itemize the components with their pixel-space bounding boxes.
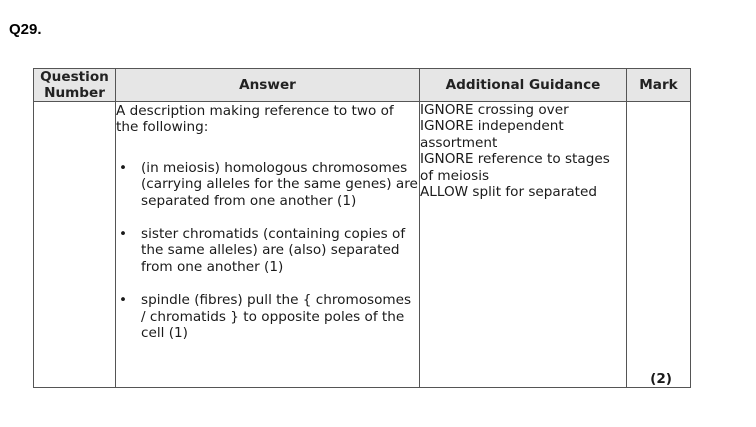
answer-cell: [116, 102, 420, 388]
guidance-line: IGNORE crossing over: [420, 102, 569, 118]
additional-guidance-header: Additional Guidance: [420, 69, 627, 102]
question-label: Q29.: [9, 21, 42, 38]
answer-point: [116, 226, 419, 275]
bullet-icon: •: [119, 226, 128, 243]
guidance-line: IGNORE reference to stages of meiosis: [420, 151, 610, 184]
question-number-header-line-2: Number: [44, 85, 105, 101]
bullet-icon: •: [119, 159, 128, 176]
guidance-cell: [420, 102, 627, 388]
answer-intro: A description making reference to two of the following:: [116, 103, 394, 136]
question-number-header: [34, 69, 116, 102]
answer-point-text: spindle (fibres) pull the { chromosomes / chromatids } to opposite poles of the cell (1): [141, 292, 412, 342]
question-number-header-line-1: Question: [40, 69, 109, 85]
answer-point-text: (in meiosis) homologous chromosomes (carrying alleles for the same genes) are separated from one another (1): [141, 159, 418, 209]
question-number-cell: [34, 102, 116, 388]
mark-cell: [627, 102, 691, 388]
bullet-icon: •: [119, 292, 128, 309]
guidance-line: ALLOW split for separated: [420, 184, 597, 201]
header-row: [34, 69, 691, 102]
answer-points-list: [116, 160, 419, 342]
answer-point: [116, 160, 419, 209]
answer-header: Answer: [116, 69, 420, 102]
mark-value: (2): [650, 371, 672, 387]
guidance-line: IGNORE independent assortment: [420, 118, 564, 151]
mark-header: Mark: [627, 69, 691, 102]
mark-scheme-table: [33, 68, 691, 388]
answer-row: [34, 102, 691, 388]
answer-point: [116, 292, 419, 341]
answer-point-text: sister chromatids (containing copies of the same alleles) are (also) separated from one another (1): [141, 226, 406, 275]
